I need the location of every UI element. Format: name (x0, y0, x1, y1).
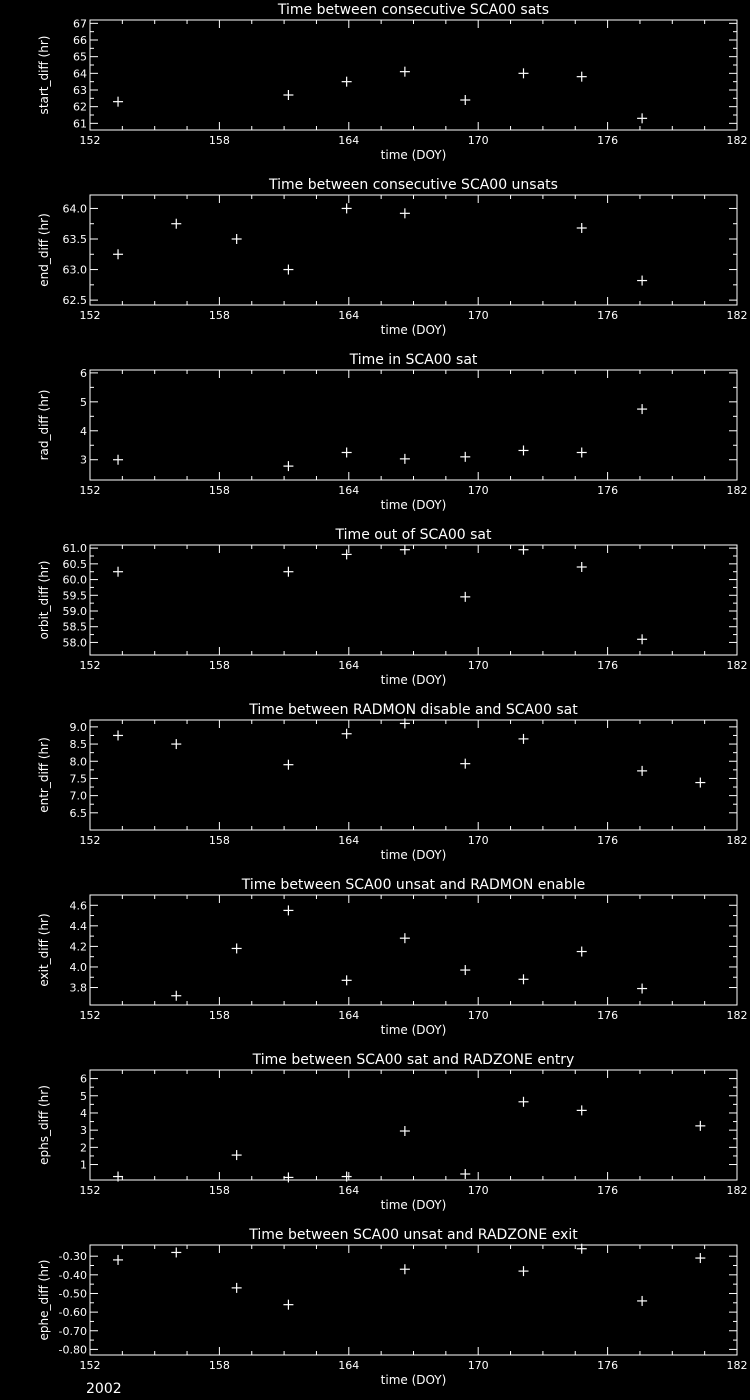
data-point (577, 223, 587, 233)
x-tick-label: 182 (726, 834, 748, 847)
y-tick-label: 60.5 (62, 557, 87, 571)
data-point (400, 67, 410, 77)
y-tick-label: 67 (73, 17, 87, 31)
chart-title: Time between consecutive SCA00 sats (277, 2, 550, 18)
plot-frame (90, 195, 737, 305)
data-point (637, 113, 647, 123)
data-point (232, 1283, 242, 1293)
data-point (577, 448, 587, 458)
y-tick-label: 7.0 (69, 789, 87, 803)
data-point (518, 68, 528, 78)
y-tick-label: 63 (73, 84, 87, 97)
x-tick-label: 152 (79, 834, 101, 847)
x-tick-label: 182 (726, 1359, 748, 1372)
data-point (518, 1097, 528, 1107)
plot-frame (90, 370, 737, 480)
data-point (113, 1255, 123, 1265)
y-tick-label: 60.0 (62, 573, 87, 587)
y-tick-label: 58.0 (62, 636, 87, 650)
data-point (113, 567, 123, 577)
data-point (577, 562, 587, 572)
y-axis-label: exit_diff (hr) (37, 913, 51, 987)
data-point (113, 97, 123, 107)
y-tick-label: 66 (73, 34, 87, 47)
chart-panel-1 (37, 2, 748, 162)
plot-frame (90, 20, 737, 130)
y-tick-label: 9.0 (69, 720, 87, 734)
data-point (695, 778, 705, 788)
x-tick-label: 158 (208, 1359, 230, 1372)
data-point (460, 1169, 470, 1179)
x-tick-label: 158 (208, 134, 230, 147)
y-tick-label: 59.0 (62, 605, 87, 618)
chart-title: Time between SCA00 unsat and RADMON enable (241, 877, 586, 893)
x-tick-label: 164 (338, 484, 360, 497)
chart-title: Time in SCA00 sat (349, 352, 478, 368)
y-tick-label: 7.5 (69, 772, 87, 786)
data-point (637, 276, 647, 286)
y-tick-label: 4.2 (69, 940, 87, 954)
plot-frame (90, 720, 737, 830)
data-point (113, 249, 123, 259)
chart-title: Time between RADMON disable and SCA00 sat (249, 702, 578, 718)
x-tick-label: 164 (338, 1359, 360, 1372)
x-tick-label: 164 (338, 309, 360, 322)
y-tick-label: -0.40 (58, 1268, 87, 1282)
y-tick-label: 3 (80, 1124, 87, 1138)
y-tick-label: 3.8 (69, 981, 87, 995)
data-point (695, 1253, 705, 1263)
data-point (518, 974, 528, 984)
data-point (283, 1300, 293, 1310)
chart-panel-7 (37, 1052, 748, 1212)
data-point (637, 404, 647, 414)
x-tick-label: 164 (338, 1184, 360, 1197)
y-tick-label: 6.5 (69, 806, 87, 820)
x-tick-label: 182 (726, 484, 748, 497)
chart-title: Time between SCA00 sat and RADZONE entry (252, 1052, 575, 1068)
data-point (695, 1121, 705, 1131)
x-tick-label: 164 (338, 1009, 360, 1022)
data-point (283, 905, 293, 915)
x-tick-label: 176 (597, 834, 619, 847)
chart-panel-4 (37, 527, 748, 687)
x-tick-label: 158 (208, 834, 230, 847)
data-point (637, 1296, 647, 1306)
data-point (400, 1264, 410, 1274)
data-point (232, 1150, 242, 1160)
data-point (171, 1247, 181, 1257)
y-axis-label: end_diff (hr) (37, 213, 51, 287)
y-axis-label: orbit_diff (hr) (37, 560, 51, 640)
data-point (342, 975, 352, 985)
data-point (171, 991, 181, 1001)
x-tick-label: 176 (597, 134, 619, 147)
x-tick-label: 164 (338, 134, 360, 147)
x-tick-label: 170 (467, 134, 489, 147)
data-point (577, 947, 587, 957)
x-tick-label: 170 (467, 1359, 489, 1372)
data-point (460, 759, 470, 769)
data-point (283, 461, 293, 471)
y-tick-label: 6 (80, 1072, 87, 1086)
data-point (171, 219, 181, 229)
footer-year: 2002 (86, 1381, 122, 1397)
y-tick-label: 8.5 (69, 738, 87, 752)
y-tick-label: 4 (80, 424, 87, 438)
x-tick-label: 176 (597, 309, 619, 322)
data-point (283, 567, 293, 577)
data-point (460, 452, 470, 462)
x-tick-label: 170 (467, 834, 489, 847)
chart-panel-5 (37, 702, 748, 862)
y-tick-label: 2 (80, 1141, 87, 1155)
y-tick-label: 5 (80, 1089, 87, 1103)
x-tick-label: 170 (467, 1184, 489, 1197)
y-tick-label: 65 (73, 50, 87, 64)
data-point (577, 72, 587, 82)
data-point (171, 739, 181, 749)
data-point (113, 730, 123, 740)
data-point (283, 90, 293, 100)
y-tick-label: -0.60 (58, 1306, 87, 1320)
y-tick-label: 61.0 (62, 542, 87, 556)
y-tick-label: 62.5 (62, 294, 87, 308)
x-tick-label: 152 (79, 309, 101, 322)
x-axis-label: time (DOY) (380, 848, 447, 862)
y-tick-label: -0.50 (58, 1287, 87, 1301)
data-point (460, 592, 470, 602)
y-tick-label: 5 (80, 395, 87, 409)
y-axis-label: ephe_diff (hr) (37, 1259, 51, 1341)
x-axis-label: time (DOY) (380, 498, 447, 512)
y-tick-label: 6 (80, 366, 87, 380)
x-tick-label: 152 (79, 1009, 101, 1022)
plot-frame (90, 1245, 737, 1355)
data-point (637, 634, 647, 644)
data-point (637, 984, 647, 994)
y-tick-label: 61 (73, 117, 87, 131)
data-point (342, 203, 352, 213)
y-tick-label: 63.0 (62, 263, 87, 277)
data-point (518, 445, 528, 455)
y-axis-label: rad_diff (hr) (37, 389, 51, 461)
x-tick-label: 176 (597, 1184, 619, 1197)
x-tick-label: 152 (79, 484, 101, 497)
data-point (637, 766, 647, 776)
x-tick-label: 170 (467, 659, 489, 672)
x-tick-label: 164 (338, 834, 360, 847)
x-tick-label: 176 (597, 659, 619, 672)
x-tick-label: 152 (79, 134, 101, 147)
y-tick-label: 58.5 (62, 620, 87, 634)
data-point (577, 1105, 587, 1115)
x-tick-label: 182 (726, 659, 748, 672)
x-tick-label: 152 (79, 659, 101, 672)
data-point (518, 1266, 528, 1276)
x-tick-label: 158 (208, 484, 230, 497)
data-point (460, 965, 470, 975)
y-tick-label: -0.70 (58, 1324, 87, 1338)
x-tick-label: 158 (208, 659, 230, 672)
data-point (342, 77, 352, 87)
x-tick-label: 158 (208, 1184, 230, 1197)
x-axis-label: time (DOY) (380, 673, 447, 687)
data-point (460, 95, 470, 105)
x-tick-label: 182 (726, 1009, 748, 1022)
x-tick-label: 176 (597, 484, 619, 497)
chart-panel-8 (37, 1227, 748, 1387)
y-tick-label: 1 (80, 1158, 87, 1172)
x-tick-label: 170 (467, 484, 489, 497)
data-point (400, 454, 410, 464)
y-axis-label: ephs_diff (hr) (37, 1085, 51, 1165)
y-tick-label: 8.0 (69, 755, 87, 769)
chart-panel-6 (37, 877, 748, 1037)
data-point (518, 734, 528, 744)
y-tick-label: 4 (80, 1106, 87, 1120)
data-point (400, 1126, 410, 1136)
x-tick-label: 176 (597, 1009, 619, 1022)
data-point (283, 760, 293, 770)
plot-frame (90, 545, 737, 655)
x-tick-label: 158 (208, 1009, 230, 1022)
y-tick-label: 63.5 (62, 233, 87, 246)
data-point (232, 943, 242, 953)
y-axis-label: start_diff (hr) (37, 35, 51, 115)
x-axis-label: time (DOY) (380, 323, 447, 337)
x-tick-label: 170 (467, 309, 489, 322)
x-tick-label: 164 (338, 659, 360, 672)
chart-title: Time out of SCA00 sat (335, 527, 492, 543)
chart-title: Time between consecutive SCA00 unsats (269, 177, 558, 193)
data-point (400, 545, 410, 555)
chart-panel-2 (37, 177, 748, 337)
y-tick-label: 64 (73, 67, 87, 81)
x-axis-label: time (DOY) (380, 1373, 447, 1387)
data-point (518, 545, 528, 555)
y-tick-label: 3 (80, 453, 87, 467)
x-tick-label: 152 (79, 1184, 101, 1197)
plot-frame (90, 1070, 737, 1180)
x-tick-label: 182 (726, 134, 748, 147)
x-tick-label: 182 (726, 1184, 748, 1197)
x-axis-label: time (DOY) (380, 148, 447, 162)
x-tick-label: 152 (79, 1359, 101, 1372)
x-axis-label: time (DOY) (380, 1023, 447, 1037)
data-point (400, 208, 410, 218)
data-point (283, 265, 293, 275)
y-tick-label: 64.0 (62, 202, 87, 216)
data-point (113, 455, 123, 465)
data-point (342, 448, 352, 458)
y-axis-label: entr_diff (hr) (37, 737, 51, 813)
y-tick-label: 4.4 (69, 919, 87, 933)
y-tick-label: -0.30 (58, 1250, 87, 1264)
x-axis-label: time (DOY) (380, 1198, 447, 1212)
data-point (342, 549, 352, 559)
chart-title: Time between SCA00 unsat and RADZONE exit (249, 1227, 578, 1243)
y-tick-label: 4.6 (69, 899, 87, 913)
y-tick-label: -0.80 (58, 1343, 87, 1357)
chart-panel-3 (37, 352, 748, 512)
x-tick-label: 182 (726, 309, 748, 322)
y-tick-label: 59.5 (62, 589, 87, 603)
x-tick-label: 158 (208, 309, 230, 322)
data-point (283, 1172, 293, 1182)
y-tick-label: 62 (73, 100, 87, 114)
x-tick-label: 170 (467, 1009, 489, 1022)
data-point (232, 234, 242, 244)
y-tick-label: 4.0 (69, 960, 87, 974)
data-point (400, 933, 410, 943)
x-tick-label: 176 (597, 1359, 619, 1372)
data-point (342, 729, 352, 739)
